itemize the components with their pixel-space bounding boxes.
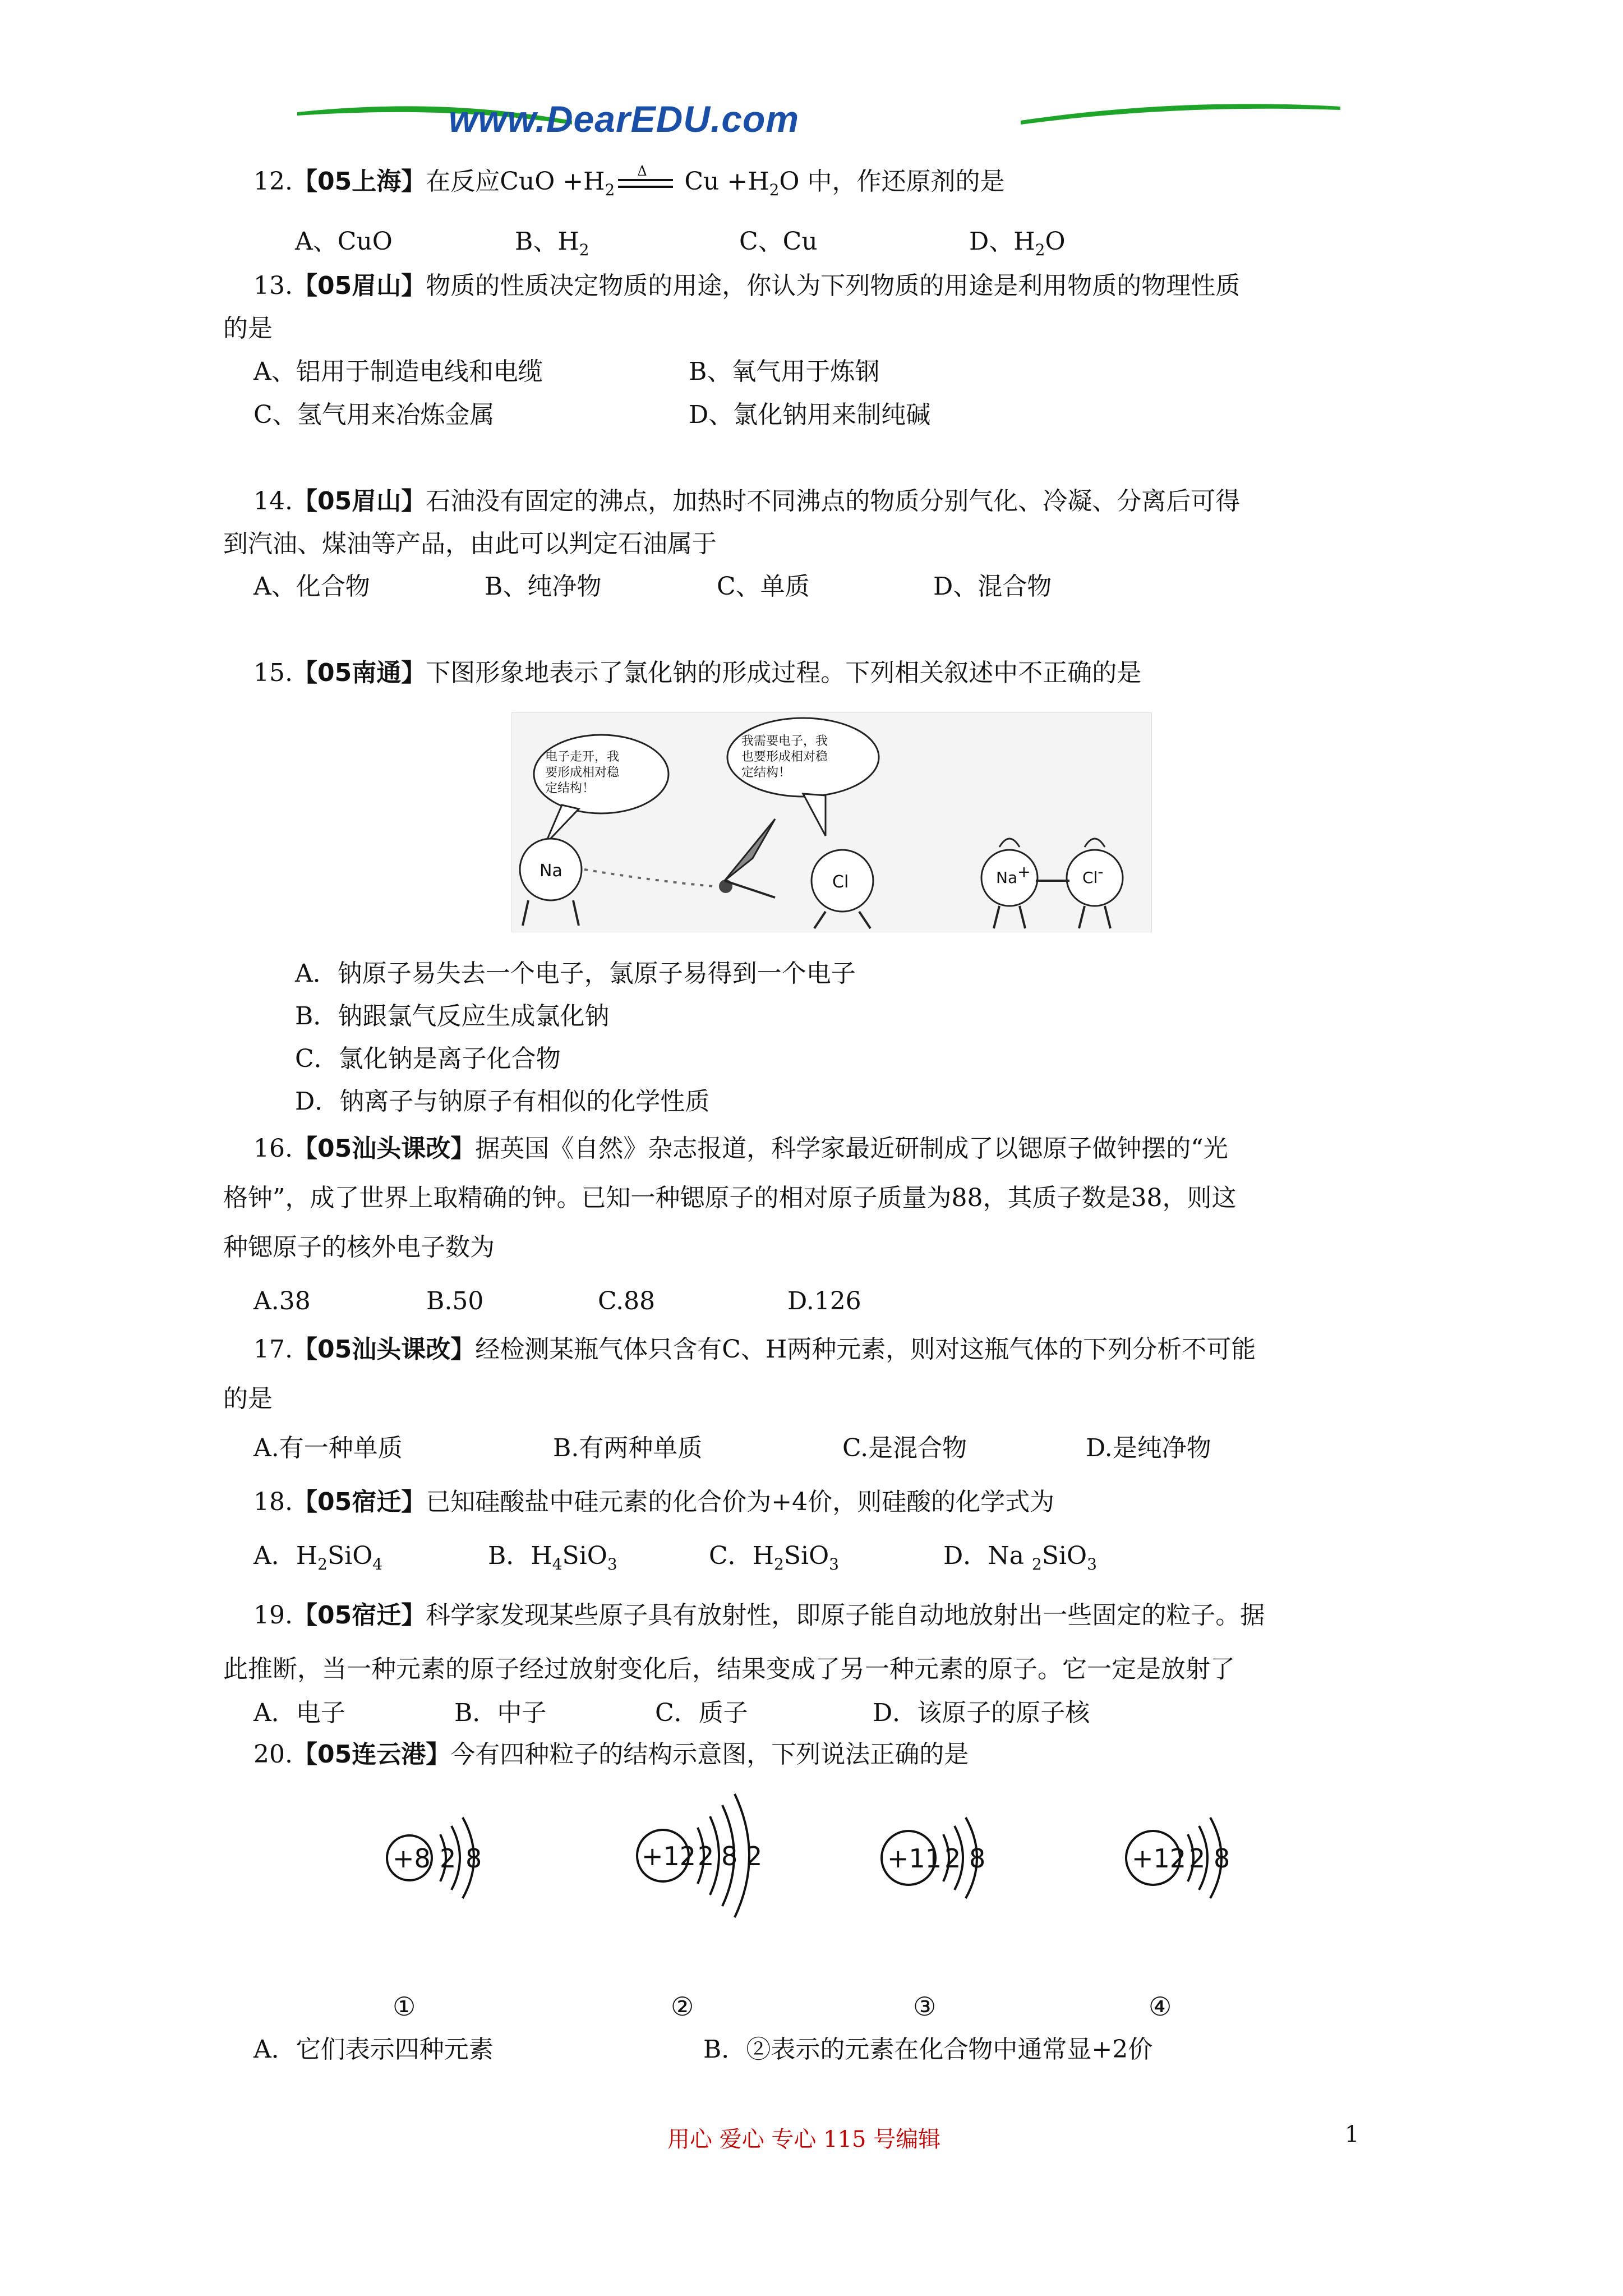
- nacl-figure-graphic: [511, 712, 1152, 932]
- subscript: 2: [605, 180, 615, 199]
- q19-option-b[interactable]: B．中子: [454, 1699, 547, 1727]
- q19-option-d[interactable]: D．该原子的原子核: [873, 1699, 1090, 1727]
- question-number: 12.: [253, 167, 293, 196]
- question-number: 14.: [253, 487, 293, 516]
- diagram-caption-4: ④: [1149, 1991, 1172, 2022]
- question-number: 17.: [253, 1335, 293, 1364]
- speech-bubble-cl: 我需要电子，我 也要形成相对稳 定结构！: [741, 734, 828, 780]
- shell-electrons: 8: [465, 1843, 482, 1874]
- question-number: 18.: [253, 1488, 293, 1516]
- speech-bubble-na: 电子走开，我 要形成相对稳 定结构！: [545, 750, 620, 795]
- q16-option-d[interactable]: D.126: [787, 1287, 861, 1315]
- question-number: 15.: [253, 659, 293, 687]
- q18-option-d[interactable]: D．Na $_2$SiO$_3$: [943, 1542, 1097, 1573]
- q17-option-c[interactable]: C.是混合物: [842, 1434, 967, 1462]
- q16-option-c[interactable]: C.88: [598, 1287, 656, 1315]
- q18-option-a[interactable]: A．$H_2SiO_4$: [253, 1542, 383, 1573]
- question-14: [253, 486, 1240, 517]
- question-number: 16.: [253, 1134, 293, 1163]
- shell-electrons: 2: [746, 1841, 763, 1871]
- question-13: [253, 270, 1240, 302]
- question-18: [253, 1487, 1054, 1518]
- q18-option-b[interactable]: B．$H_4SiO_3$: [488, 1542, 617, 1573]
- shell-electrons: 2: [944, 1843, 961, 1874]
- question-19-cont: 此推断，当一种元素的原子经过放射变化后，结果变成了另一种元素的原子。它一定是放射了: [223, 1655, 1235, 1683]
- question-19: [253, 1600, 1265, 1631]
- question-text: 今有四种粒子的结构示意图，下列说法正确的是: [450, 1740, 969, 1769]
- question-text: 经检测某瓶气体只含有C、H两种元素，则对这瓶气体的下列分析不可能: [475, 1335, 1256, 1364]
- question-14-cont: 到汽油、煤油等产品，由此可以判定石油属于: [223, 530, 717, 558]
- diagram-caption-3: ③: [913, 1991, 937, 2022]
- question-text: 石油没有固定的沸点，加热时不同沸点的物质分别气化、冷凝、分离后可得: [426, 487, 1241, 516]
- question-text: O 中，作还原剂的是: [779, 167, 1005, 196]
- nacl-formation-figure: [511, 712, 1152, 932]
- reaction-arrow: [615, 163, 676, 195]
- atom-diagram-2: [631, 1784, 789, 1932]
- question-source: 【05宿迁】: [292, 1601, 426, 1630]
- q16-option-b[interactable]: B.50: [426, 1287, 484, 1315]
- q12-option-d[interactable]: D、$H_2O$: [969, 227, 1066, 259]
- q20-option-b[interactable]: B．②表示的元素在化合物中通常显+2价: [703, 2035, 1153, 2064]
- question-16: [253, 1133, 1228, 1165]
- diagram-caption-2: ②: [671, 1991, 694, 2022]
- q20-option-a[interactable]: A．它们表示四种元素: [253, 2035, 494, 2064]
- nucleus-charge: +12: [642, 1841, 697, 1871]
- q14-option-c[interactable]: C、单质: [717, 572, 810, 601]
- q17-option-d[interactable]: D.是纯净物: [1086, 1434, 1211, 1462]
- q16-option-a[interactable]: A.38: [253, 1287, 311, 1315]
- q14-option-b[interactable]: B、纯净物: [485, 572, 602, 601]
- question-20: [253, 1739, 969, 1770]
- q15-option-b[interactable]: B．钠跟氯气反应生成氯化钠: [295, 1002, 610, 1030]
- question-source: 【05宿迁】: [292, 1488, 426, 1516]
- q17-option-a[interactable]: A.有一种单质: [253, 1434, 403, 1462]
- question-source: 【05眉山】: [292, 272, 426, 300]
- question-17: [253, 1334, 1256, 1365]
- shell-electrons: 2: [440, 1843, 457, 1874]
- q17-option-b[interactable]: B.有两种单质: [553, 1434, 703, 1462]
- q18-option-c[interactable]: C．$H_2SiO_3$: [709, 1542, 839, 1573]
- question-source: 【05南通】: [292, 659, 426, 687]
- question-source: 【05连云港】: [292, 1740, 451, 1769]
- q19-option-a[interactable]: A．电子: [253, 1699, 345, 1727]
- nucleus-charge: +12: [1132, 1843, 1187, 1874]
- question-text: Cu +H: [676, 167, 769, 196]
- subscript: 2: [769, 180, 780, 199]
- na-ion-label: Na+: [996, 862, 1031, 887]
- q12-option-b[interactable]: B、$H_2$: [515, 227, 589, 259]
- question-15: [253, 657, 1141, 689]
- question-16-cont2: 种锶原子的核外电子数为: [223, 1233, 495, 1262]
- q19-option-c[interactable]: C．质子: [655, 1699, 748, 1727]
- question-number: 13.: [253, 272, 293, 300]
- shell-electrons: 2: [698, 1841, 714, 1871]
- question-source: 【05眉山】: [292, 487, 426, 516]
- heat-symbol: Δ: [637, 163, 647, 179]
- nucleus-charge: +11: [887, 1843, 942, 1874]
- shell-electrons: 2: [1189, 1843, 1206, 1874]
- na-atom-label: Na: [540, 861, 562, 881]
- question-source: 【05汕头课改】: [292, 1335, 476, 1364]
- question-text: 下图形象地表示了氯化钠的形成过程。下列相关叙述中不正确的是: [426, 659, 1142, 687]
- nucleus-charge: +8: [393, 1843, 431, 1874]
- q13-option-c[interactable]: C、氢气用来冶炼金属: [253, 401, 495, 429]
- q12-option-a[interactable]: A、CuO: [295, 227, 393, 256]
- question-17-cont: 的是: [223, 1384, 273, 1413]
- question-16-cont: 格钟”，成了世界上取精确的钟。已知一种锶原子的相对原子质量为88，其质子数是38，则这: [223, 1184, 1237, 1212]
- shell-electrons: 8: [969, 1843, 986, 1874]
- q13-option-b[interactable]: B、氧气用于炼钢: [689, 357, 880, 386]
- q15-option-d[interactable]: D．钠离子与钠原子有相似的化学性质: [295, 1087, 710, 1116]
- question-source: 【05汕头课改】: [292, 1134, 476, 1163]
- q15-option-c[interactable]: C．氯化钠是离子化合物: [295, 1045, 561, 1073]
- question-text: 物质的性质决定物质的用途，你认为下列物质的用途是利用物质的物理性质: [426, 272, 1241, 300]
- q14-option-a[interactable]: A、化合物: [253, 572, 370, 601]
- question-text: 科学家发现某些原子具有放射性，即原子能自动地放射出一些固定的粒子。据: [426, 1601, 1265, 1630]
- question-text: 在反应CuO +H: [426, 167, 605, 196]
- question-12: [253, 163, 1005, 199]
- question-text: 据英国《自然》杂志报道，科学家最近研制成了以锶原子做钟摆的“光: [475, 1134, 1228, 1163]
- q13-option-a[interactable]: A、铝用于制造电线和电缆: [253, 357, 543, 386]
- page-number: 1: [1345, 2122, 1359, 2147]
- cl-ion-label: Cl-: [1082, 862, 1104, 887]
- question-number: 19.: [253, 1601, 293, 1630]
- question-text: 已知硅酸盐中硅元素的化合价为+4价，则硅酸的化学式为: [426, 1488, 1055, 1516]
- site-logo[interactable]: www.DearEDU.com: [449, 98, 800, 140]
- footer-tagline: 用心 爱心 专心 115 号编辑: [667, 2127, 941, 2152]
- diagram-caption-1: ①: [393, 1991, 416, 2022]
- atom-diagram-3: [875, 1795, 1021, 1926]
- q12-option-c[interactable]: C、Cu: [739, 227, 818, 256]
- shell-electrons: 8: [1214, 1843, 1230, 1874]
- q13-option-d[interactable]: D、氯化钠用来制纯碱: [689, 401, 931, 429]
- question-source: 【05上海】: [292, 167, 426, 196]
- q14-option-d[interactable]: D、混合物: [933, 572, 1052, 601]
- cl-atom-label: Cl: [832, 872, 849, 892]
- question-13-cont: 的是: [223, 314, 273, 343]
- shell-electrons: 8: [721, 1841, 738, 1871]
- q15-option-a[interactable]: A．钠原子易失去一个电子，氯原子易得到一个电子: [295, 959, 856, 988]
- question-number: 20.: [253, 1740, 293, 1769]
- atom-diagram-1: [381, 1795, 516, 1926]
- atom-diagram-4: [1119, 1795, 1265, 1926]
